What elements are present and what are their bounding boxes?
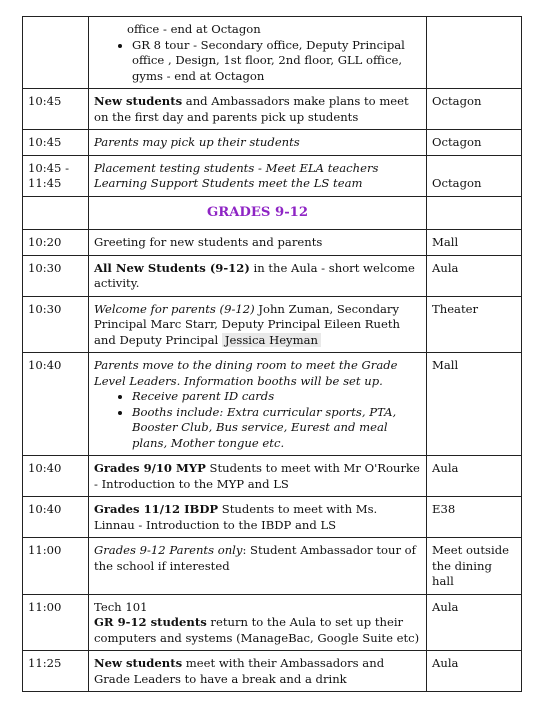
location-cell: Mall: [427, 230, 522, 256]
location-cell: Octagon: [427, 155, 522, 196]
table-row: [23, 296, 522, 353]
table-row: [23, 155, 522, 196]
activity-line: Learning Support Students meet the LS team: [94, 176, 363, 190]
location-cell: Aula: [427, 255, 522, 296]
time-cell: [23, 196, 89, 230]
section-title: GRADES 9-12: [89, 196, 427, 230]
location-cell: [427, 17, 522, 89]
time-start: 10:45 -: [28, 160, 70, 175]
activity-line: Placement testing students - Meet ELA teachers: [94, 160, 379, 175]
highlighted-name: Jessica Heyman: [222, 333, 321, 347]
location-cell: Meet outside the dining hall: [427, 538, 522, 595]
activity-line: Tech 101: [94, 599, 148, 614]
table-row: [23, 456, 522, 497]
activity-text: in the Aula - short welcome activity.: [94, 260, 415, 290]
list-item: • Receive parent ID cards: [132, 389, 421, 405]
list-item: office - end at Octagon: [127, 22, 261, 36]
list-item: • GR 8 tour - Secondary office, Deputy Principal office , Design, 1st floor, 2nd floor, GLL office, gyms - end at Octagon: [132, 38, 421, 85]
activity-cell: [89, 651, 427, 692]
time-cell: 10:40: [23, 353, 89, 456]
schedule-table: [22, 16, 522, 692]
bold-text: All New Students (9-12): [94, 260, 250, 275]
location-cell: Octagon: [427, 130, 522, 156]
activity-cell: [89, 89, 427, 130]
time-cell: 10:30: [23, 296, 89, 353]
time-cell: 10:40: [23, 456, 89, 497]
time-cell: 11:25: [23, 651, 89, 692]
activity-text: Students to meet with Mr O'Rourke - Introduction to the MYP and LS: [94, 461, 420, 491]
table-row: [23, 230, 522, 256]
activity-cell: Parents may pick up their students: [89, 130, 427, 156]
location-cell: [427, 196, 522, 230]
activity-cell: [89, 353, 427, 456]
activity-cell: [89, 155, 427, 196]
time-cell: 11:00: [23, 538, 89, 595]
table-row: [23, 594, 522, 651]
activity-cell: [89, 296, 427, 353]
bold-text: Grades 9/10 MYP: [94, 461, 206, 475]
time-cell: [23, 17, 89, 89]
location-cell: Aula: [427, 456, 522, 497]
table-row: [23, 538, 522, 595]
activity-cell: [89, 594, 427, 651]
location-cell: Aula: [427, 651, 522, 692]
activity-text: Students to meet with Ms. Linnau - Introduction to the IBDP and LS: [94, 502, 378, 532]
italic-text: Welcome for parents (9-12): [94, 301, 255, 316]
time-cell: 10:20: [23, 230, 89, 256]
table-row: [23, 130, 522, 156]
bold-text: Grades 11/12 IBDP: [94, 502, 219, 516]
table-row: [23, 89, 522, 130]
time-cell: 10:30: [23, 255, 89, 296]
section-header-row: [23, 196, 522, 230]
activity-text: return to the Aula to set up their computers and systems (ManageBac, Google Suite etc): [94, 615, 420, 645]
location-cell: Octagon: [427, 89, 522, 130]
time-cell: 11:00: [23, 594, 89, 651]
location-cell: E38: [427, 497, 522, 538]
bullet-list: [94, 389, 421, 451]
bold-text: GR 9-12 students: [94, 615, 207, 629]
activity-text: : Student Ambassador tour of the school if interested: [94, 543, 416, 573]
table-row: [23, 651, 522, 692]
bullet-list: [94, 38, 421, 85]
bold-text: New students: [94, 656, 183, 670]
list-item: • Booths include: Extra curricular sports, PTA, Booster Club, Bus service, Eurest and meal plans, Mother tongue etc.: [132, 405, 421, 452]
activity-cell: [89, 255, 427, 296]
activity-cell: [89, 456, 427, 497]
activity-cell: Greeting for new students and parents: [89, 230, 427, 256]
time-cell: 10:40: [23, 497, 89, 538]
time-end: 11:45: [28, 176, 62, 190]
table-row: [23, 255, 522, 296]
location-cell: Theater: [427, 296, 522, 353]
activity-text: and Ambassadors make plans to meet on the first day and parents pick up students: [94, 94, 409, 124]
location-cell: Aula: [427, 594, 522, 651]
time-cell: 10:45: [23, 89, 89, 130]
italic-text: Grades 9-12 Parents only: [94, 543, 243, 557]
bold-text: New students: [94, 94, 183, 108]
time-cell: 10:45: [23, 130, 89, 156]
activity-text: meet with their Ambassadors and Grade Leaders to have a break and a drink: [94, 656, 385, 686]
activity-cell: [89, 497, 427, 538]
time-cell: [23, 155, 89, 196]
table-row: [23, 17, 522, 89]
activity-cell: [89, 17, 427, 89]
activity-cell: [89, 538, 427, 595]
location-cell: Mall: [427, 353, 522, 456]
activity-text: Parents move to the dining room to meet the Grade Level Leaders. Information booths will be set up.: [94, 358, 398, 388]
activity-text: John Zuman, Secondary Principal Marc Starr, Deputy Principal Eileen Rueth and Deputy Principal: [94, 301, 400, 347]
table-row: [23, 497, 522, 538]
table-row: [23, 353, 522, 456]
